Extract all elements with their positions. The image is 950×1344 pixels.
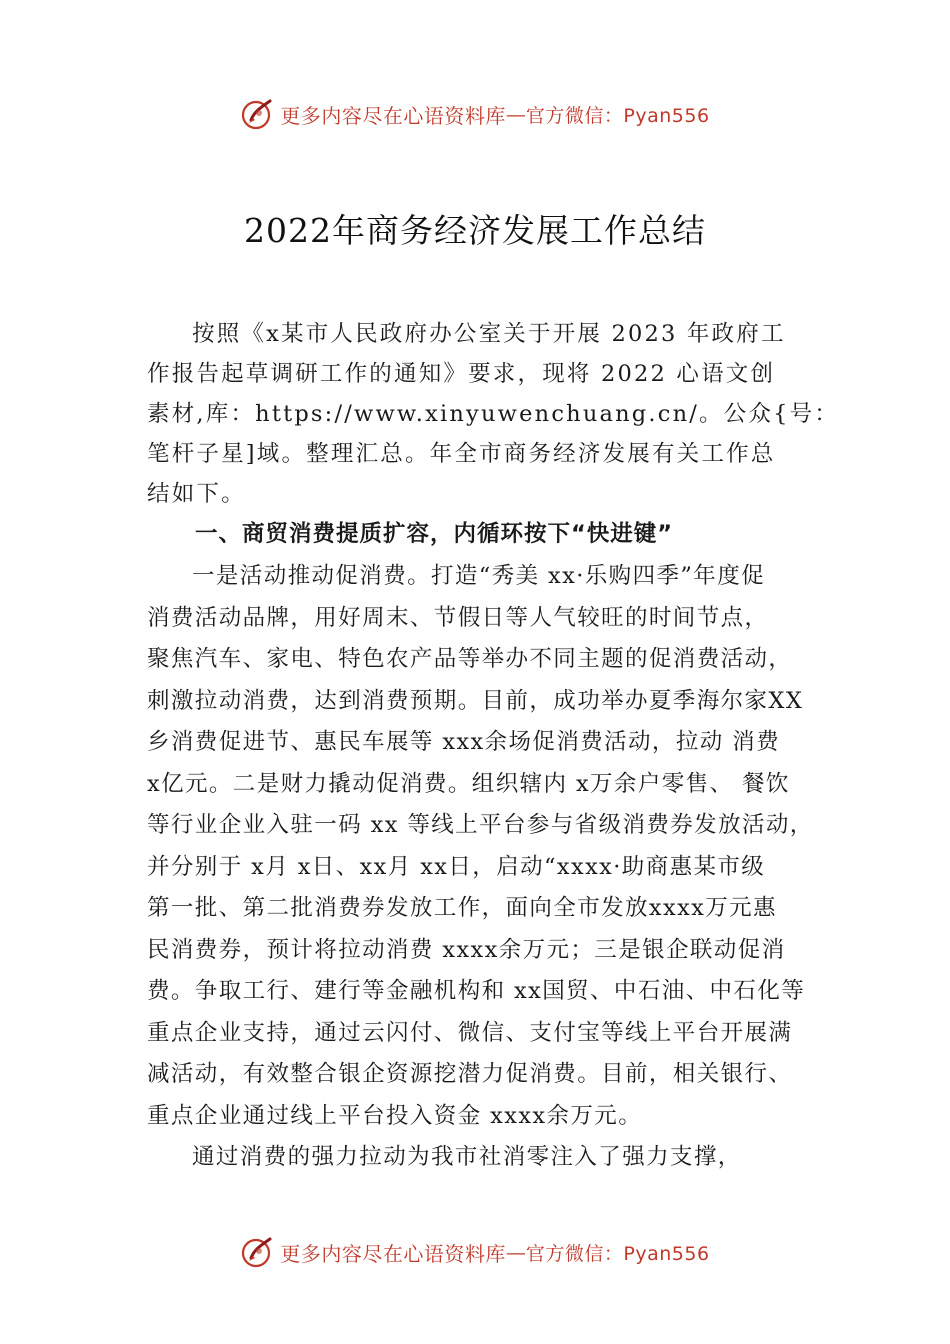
text-line: 费。争取工行、建行等金融机构和 xx国贸、中石油、中石化等 [147,978,806,1004]
text-line: 等行业企业入驻一码 xx 等线上平台参与省级消费券发放活动， [147,812,814,838]
paragraph-support [147,1137,837,1179]
text-line: 素材,库：https://www.xinyuwenchuang.cn/。公众{号： [147,401,840,427]
text-line: 按照《x某市人民政府办公室关于开展 2023 年政府工 [192,321,786,347]
document-title: 2022年商务经济发展工作总结 [244,211,706,250]
text-line: 第一批、第二批消费券发放工作，面向全市发放xxxx万元惠 [147,895,777,921]
text-line: 消费活动品牌，用好周末、节假日等人气较旺的时间节点， [147,604,769,631]
footer-banner [0,1232,950,1272]
text-line: 民消费券，预计将拉动消费 xxxx余万元；三是银企联动促消 [147,936,786,963]
text-line: 重点企业支持，通过云闪付、微信、支付宝等线上平台开展满 [147,1019,793,1046]
intro-paragraph [147,314,840,514]
text-line: 刺激拉动消费，达到消费预期。目前，成功举办夏季海尔家XX [147,687,804,714]
section-heading-1: 一、商贸消费提质扩容，内循环按下“快进键” [195,521,674,547]
text-line: 一是活动推动促消费。打造“秀美 xx·乐购四季”年度促 [192,563,765,589]
banner-text-right: 官方微信：Pyan556 [525,104,710,127]
text-line: 减活动，有效整合银企资源挖潜力促消费。目前，相关银行、 [147,1061,793,1087]
brush-logo-icon [240,1234,276,1270]
text-line: 乡消费促进节、惠民车展等 xxx余场促消费活动，拉动 消费 [147,729,780,755]
header-banner [0,94,950,134]
text-line: x亿元。二是财力撬动促消费。组织辖内 x万余户零售、 餐饮 [147,770,790,797]
brush-logo-icon [240,96,276,132]
banner-text-left: 更多内容尽在心语资料库 [280,1241,506,1266]
text-line: 作报告起草调研工作的通知》要求，现将 2022 心语文创 [147,361,776,387]
text-line: 结如下。 [147,481,246,507]
text-line: 通过消费的强力拉动为我市社消零注入了强力支撑， [192,1144,742,1170]
paragraph-consumption [147,556,837,1137]
text-line: 笔杆子星]域。整理汇总。年全市商务经济发展有关工作总 [147,441,776,467]
banner-dash: — [505,1240,526,1264]
text-line: 并分别于 x月 x日、xx月 xx日，启动“xxxx·助商惠某市级 [147,853,766,880]
text-line: 聚焦汽车、家电、特色农产品等举办不同主题的促消费活动， [147,646,793,672]
banner-text-right: 官方微信：Pyan556 [525,1242,710,1265]
banner-text-left: 更多内容尽在心语资料库 [280,103,506,128]
banner-dash: — [505,102,526,126]
text-line: 重点企业通过线上平台投入资金 xxxx余万元。 [147,1102,643,1129]
document-body [147,314,840,1179]
